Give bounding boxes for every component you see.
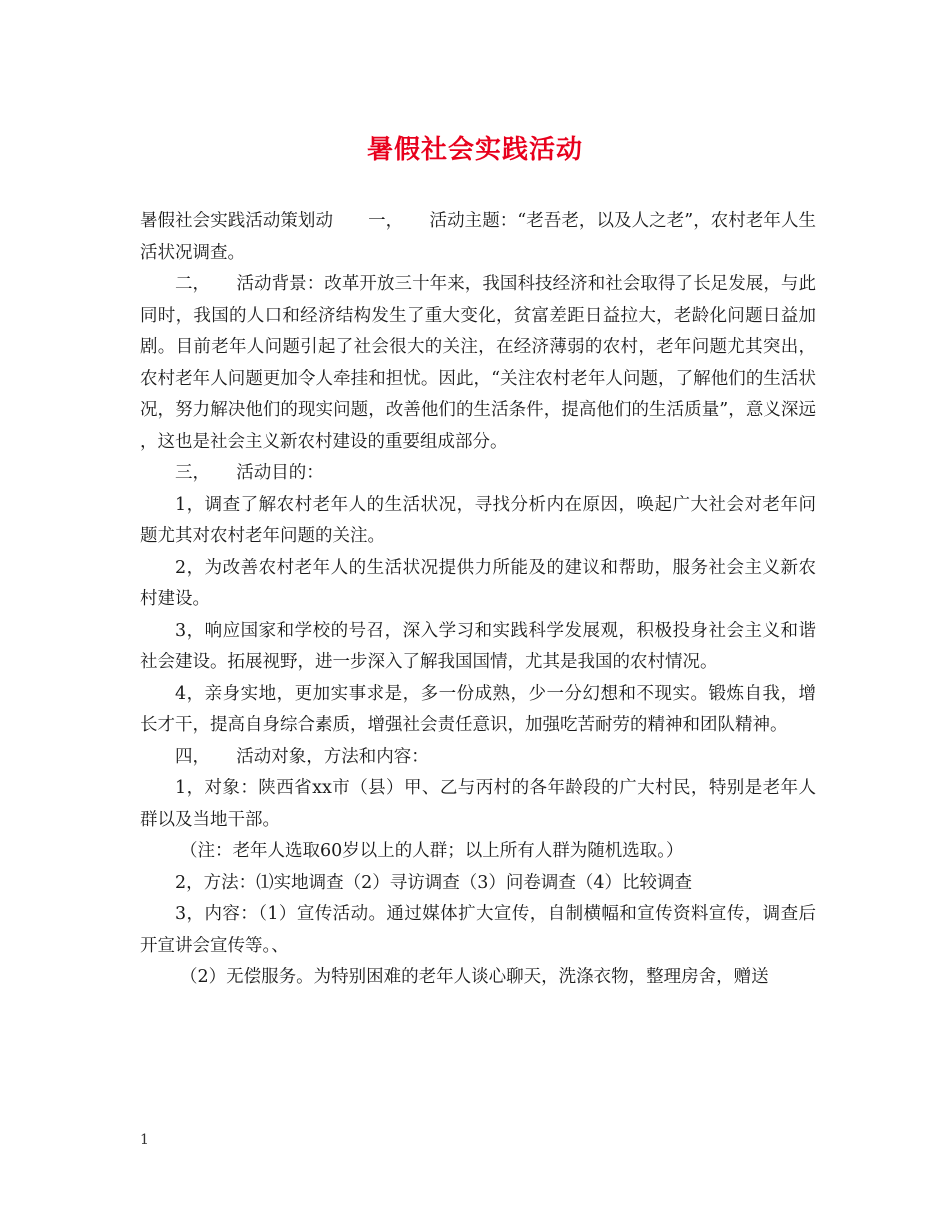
document-body <box>140 206 816 994</box>
content-item: 3，内容：（1）宣传活动。通过媒体扩大宣传，自制横幅和宣传资料宣传，调查后开宣讲会宣传等。、 <box>140 904 816 956</box>
document-title: 暑假社会实践活动 <box>366 135 583 165</box>
purpose-item-3: 3，响应国家和学校的号召，深入学习和实践科学发展观，积极投身社会主义和谐社会建设。拓展视野，进一步深入了解我国国情，尤其是我国的农村情况。 <box>140 620 816 672</box>
purpose-item-2: 2，为改善农村老年人的生活状况提供力所能及的建议和帮助，服务社会主义新农村建设。 <box>140 557 816 609</box>
methods-item: 2，方法：⑴实地调查（2）寻访调查（3）问卷调查（4）比较调查 <box>175 872 693 893</box>
paragraph-background: 二， 活动背景：改革开放三十年来，我国科技经济和社会取得了长足发展，与此同时，我国的人口和经济结构发生了重大变化，贫富差距日益拉大，老龄化问题日益加剧。目前老年人问题引起了社会很大的关注，在经济薄弱的农村，老年问题尤其突出，农村老年人问题更加令人牵挂和担忧。因此，“关注农村老年人问题，了解他们的生活状况，努力解决他们的现实问题，改善他们的生活条件，提高他们的生活质量”，意义深远 ，这也是社会主义新农村建设的重要组成部分。 <box>140 274 816 452</box>
content-subitem-2: （2）无偿服务。为特别困难的老年人谈心聊天，洗涤衣物，整理房舍，赠送 <box>180 967 769 987</box>
page-number: 1 <box>140 1132 149 1148</box>
purpose-item-4: 4，亲身实地，更加实事求是，多一份成熟，少一分幻想和不现实。锻炼自我，增长才干，提高自身综合素质，增强社会责任意识，加强吃苦耐劳的精神和团队精神。 <box>140 683 816 735</box>
heading-purpose: 三， 活动目的： <box>175 463 324 483</box>
targets-note: （注：老年人选取60岁以上的人群；以上所有人群为随机选取。） <box>180 841 684 861</box>
heading-targets-methods: 四， 活动对象，方法和内容： <box>175 746 429 767</box>
purpose-item-1: 1，调查了解农村老年人的生活状况，寻找分析内在原因，唤起广大社会对老年问题尤其对农村老年问题的关注。 <box>140 494 816 546</box>
paragraph-intro: 暑假社会实践活动策划动 一， 活动主题：“老吾老，以及人之老”，农村老年人生活状况调查。 <box>140 211 816 263</box>
targets-item: 1，对象：陕西省xx市（县）甲、乙与丙村的各年龄段的广大村民，特别是老年人群以及当地干部。 <box>140 778 816 830</box>
